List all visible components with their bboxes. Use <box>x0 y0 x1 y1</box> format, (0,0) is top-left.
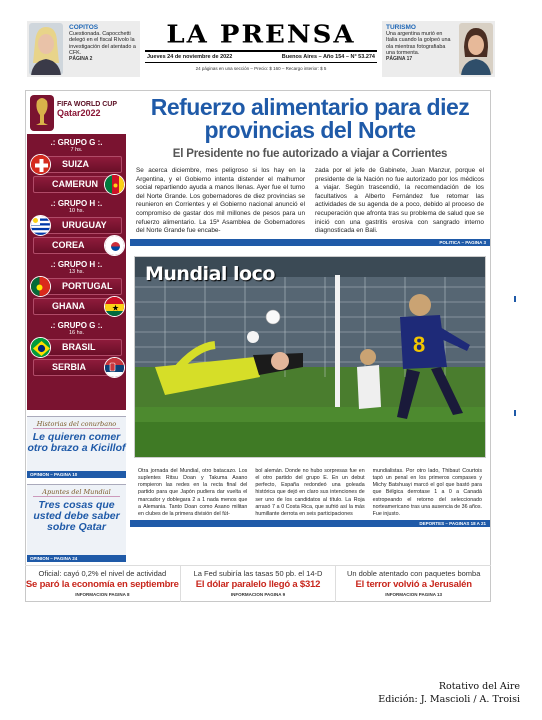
price-line: 24 páginas en una sección – Precio: $ 160 – Recargo interior: $ 5 <box>195 66 327 71</box>
opinion-note-conurbano[interactable] <box>27 416 126 478</box>
team-name: URUGUAY <box>62 220 107 230</box>
team-name: GHANA <box>52 301 85 311</box>
match-time: 13 hs. <box>69 269 84 275</box>
world-cup-header <box>27 92 126 134</box>
page-edge-marker <box>514 410 516 416</box>
world-cup-title-line1: FIFA WORLD CUP <box>57 101 118 108</box>
team-row[interactable] <box>33 278 122 295</box>
opinion-note-mundial[interactable] <box>27 484 126 562</box>
group-label: .: GRUPO G :. <box>50 321 103 330</box>
strip-item-dolar[interactable] <box>181 566 337 602</box>
world-cup-title-line2: Qatar2022 <box>57 108 101 118</box>
front-page-frame <box>25 90 491 602</box>
teaser-text: Cuestionada. Capocchetti delegó en el fiscal Rívolo la investigación del atentado a CFK. <box>69 31 136 56</box>
team-name: SUIZA <box>62 159 89 169</box>
team-row[interactable] <box>33 217 122 234</box>
note-headline: Le quieren comer otro brazo a Kicillof <box>27 431 126 454</box>
teaser-text: Una argentina murió en Italia cuando la golpeó una ola mientras fotografiaba una tormenta. <box>386 31 451 56</box>
sidebar <box>27 92 126 562</box>
svg-text:8: 8 <box>413 331 426 357</box>
team-row[interactable] <box>33 237 122 254</box>
strip-kicker: Oficial: cayó 0,2% el nivel de actividad <box>38 569 167 578</box>
team-name: SERBIA <box>52 362 87 372</box>
brazil-flag-icon <box>30 337 51 358</box>
lead-column: zada por el jefe de Gabinete, Juan Manzur, porque el presidente de la Nación no fue autorizado por los médicos a viajar. Según trascendió, la recomendación de los facultativos a Alberto Fernández fue retomar las actividades de su agenda de a poco, debido al proceso de recuperación que afronta tras su problema de salud que se inició con una gastritis erosiva con sangrado interno diagnosticada en Bali. <box>315 167 484 235</box>
world-cup-fixture <box>27 92 126 410</box>
left-teaser[interactable] <box>27 21 140 77</box>
right-teaser[interactable] <box>382 21 495 77</box>
portrait-photo <box>459 23 493 75</box>
strip-page: INFORMACION PAGINA 13 <box>385 592 443 597</box>
credits-line2: Edición: J. Mascioli / A. Troisi <box>378 694 520 705</box>
team-row[interactable] <box>33 176 122 193</box>
portugal-flag-icon <box>30 276 51 297</box>
caption-column: bol alemán. Donde no hubo sorpresas fue en el otro partido del grupo E. En un debut perfecto, España redondeó una goleada histórica que dejó en claro sus intenciones de ser uno de los candidatos al título. La Roja arrasó 7 a 0 Costa Rica, que sufrió así la más humillante derrota en seis participaciones <box>255 467 365 517</box>
team-name: CAMERUN <box>52 179 98 189</box>
portrait-photo <box>29 23 63 75</box>
logo-box <box>145 21 377 71</box>
page-edge-marker <box>514 296 516 302</box>
dateline <box>145 50 377 63</box>
note-section: OPINION – PAGINA 10 <box>27 471 126 478</box>
lead-column: Se acerca diciembre, mes peligroso si los hay en la Argentina, y el Gobierno intenta distender el malhumor social repartiendo ayuda a manos llenas. Ayer fue el turno del Norte Grande. Los gobernadores de diez provincias se reunieron en Corrientes y el Gobierno nacional anunció el compromiso de gastar dos mil millones de pesos para un refuerzo alimentario. La 15ª Asamblea de Gobernadores del Norte Grande fue encabe- <box>136 167 305 235</box>
strip-headline: El terror volvió a Jerusalén <box>355 579 472 590</box>
strip-item-jerusalen[interactable] <box>336 566 491 602</box>
main-headline[interactable]: Refuerzo alimentario para diez provincias del Norte <box>150 94 470 143</box>
caption-column: mundialistas. Por otro lado, Thibaut Courtois tapó un penal en los primeros compases y Michy Batshuayi marcó el gol que bastó para que Bélgica derrotase 1 a 0 a Canadá estropeando el retorno del seleccionado norteamericano tras una ausencia de 36 años. Fue injusto. <box>372 467 482 517</box>
switzerland-flag-icon <box>30 154 51 175</box>
team-name: COREA <box>52 240 85 250</box>
team-name: BRASIL <box>62 342 96 352</box>
strip-page: INFORMACION PAGINA 8 <box>75 592 130 597</box>
teaser-page: PÁGINA 2 <box>69 56 93 63</box>
issue-date: Jueves 24 de noviembre de 2022 <box>147 54 233 60</box>
lead-article <box>136 167 484 236</box>
newspaper-logo: LA PRENSA <box>166 20 356 50</box>
match-time: 10 hs. <box>69 208 84 214</box>
strip-kicker: Un doble atentado con paquetes bomba <box>346 569 481 578</box>
credits <box>378 680 520 706</box>
match-time: 16 hs. <box>69 330 84 336</box>
team-row[interactable] <box>33 156 122 173</box>
main-subhead: El Presidente no fue autorizado a viajar a Corrientes <box>172 148 448 160</box>
strip-headline: El dólar paralelo llegó a $312 <box>195 579 321 590</box>
group-label: .: GRUPO G :. <box>50 138 103 147</box>
strip-headline: Se paró la economía en septiembre <box>25 579 179 590</box>
lead-section-bar: POLITICA – PAGINA 3 <box>130 239 490 246</box>
credits-line1: Rotativo del Aire <box>438 681 520 692</box>
group-block <box>27 321 126 336</box>
bottom-news-strip <box>25 565 491 602</box>
note-section: OPINION – PAGINA 24 <box>27 555 126 562</box>
teaser-page: PÁGINA 17 <box>386 56 413 63</box>
group-block <box>27 260 126 275</box>
goalkeeper-dive-photo <box>135 257 486 458</box>
note-kicker: Historias del conurbano <box>33 417 120 429</box>
teaser-tag: COPITOS <box>69 24 99 31</box>
team-name: PORTUGAL <box>62 281 113 291</box>
korea-flag-icon <box>104 235 125 256</box>
serbia-flag-icon <box>104 357 125 378</box>
strip-item-economia[interactable] <box>25 566 181 602</box>
uruguay-flag-icon <box>30 215 51 236</box>
caption-column: Otra jornada del Mundial, otro batacazo. Los suplentes Ritsu Doan y Takuma Asano rompieron las redes en la recta final del partido para que Japón pudiera dar vuelta el marcador y doblegara 2 a 1 nada menos que a Alemania. Tanto Doan como Asano militan en clubes de la primera división del fút- <box>138 467 248 517</box>
group-label: .: GRUPO H :. <box>50 199 103 208</box>
teaser-tag: TURISMO <box>386 24 416 31</box>
issue-number: Buenos Aires – Año 154 – N° 53.274 <box>281 54 375 60</box>
strip-kicker: La Fed subiría las tasas 50 pb. el 14-D <box>193 569 323 578</box>
team-row[interactable] <box>33 359 122 376</box>
world-cup-photo[interactable] <box>134 256 486 458</box>
world-cup-title <box>57 101 117 119</box>
group-label: .: GRUPO H :. <box>50 260 103 269</box>
photo-title: Mundial loco <box>145 262 275 285</box>
main-column <box>130 92 490 527</box>
team-row[interactable] <box>33 339 122 356</box>
strip-page: INFORMACION PAGINA 9 <box>230 592 286 597</box>
note-headline: Tres cosas que usted debe saber sobre Qatar <box>33 499 120 533</box>
world-cup-trophy-icon <box>30 95 54 131</box>
note-kicker: Apuntes del Mundial <box>33 485 120 497</box>
caption-section-bar: DEPORTES – PAGINAS 18 A 21 <box>130 520 490 527</box>
group-block <box>27 199 126 214</box>
photo-caption <box>138 468 482 518</box>
cameroon-flag-icon <box>104 174 125 195</box>
ghana-flag-icon <box>104 296 125 317</box>
masthead <box>27 21 495 79</box>
group-block <box>27 138 126 153</box>
team-row[interactable] <box>33 298 122 315</box>
match-time: 7 hs. <box>70 147 83 153</box>
